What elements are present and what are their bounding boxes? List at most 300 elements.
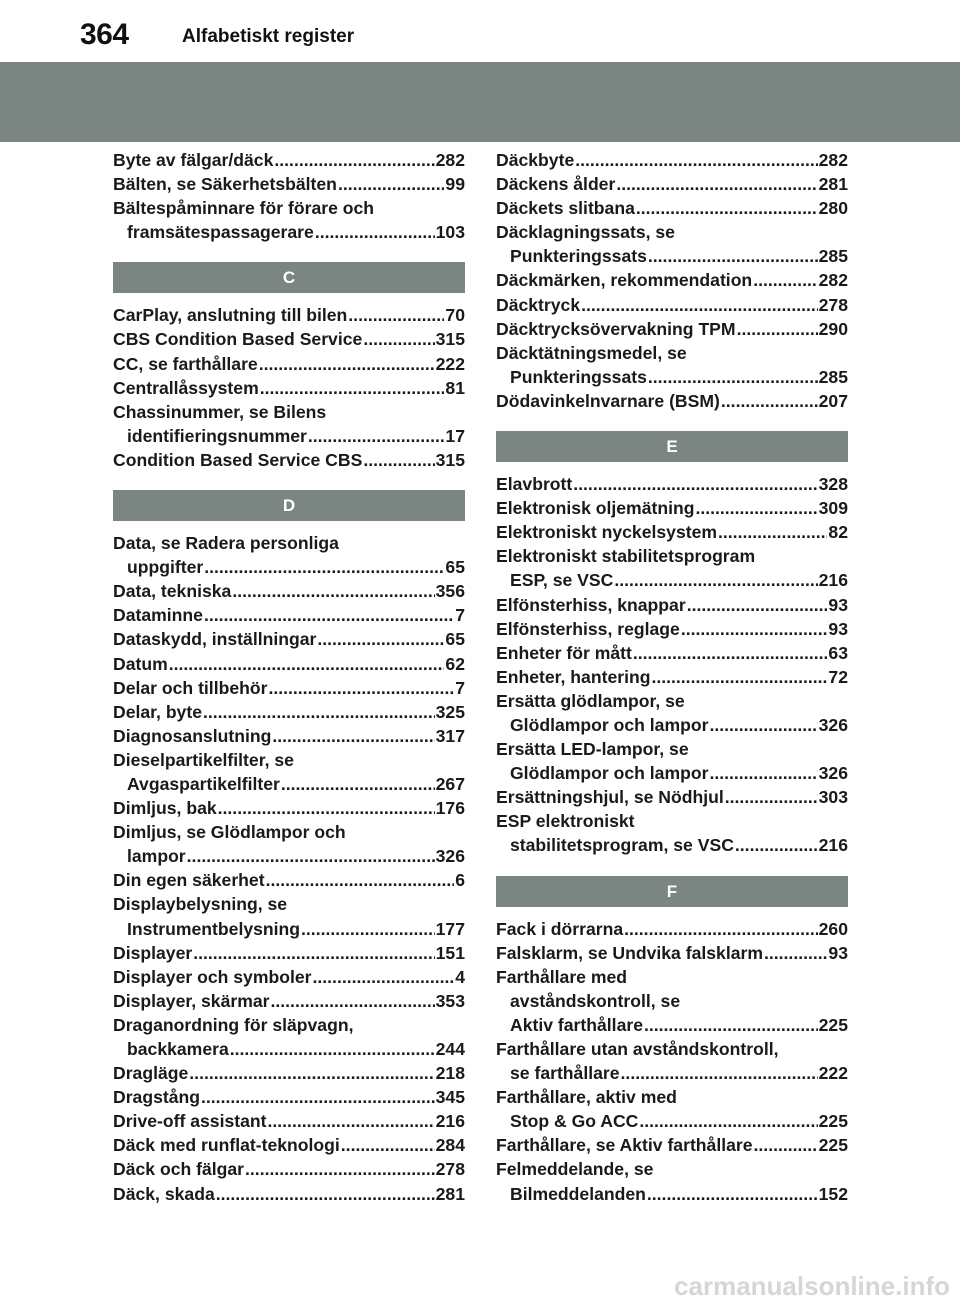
index-entry-line [113, 820, 465, 844]
index-entry-line [113, 327, 465, 351]
index-entry-text: Displayer och symboler [113, 966, 312, 987]
index-page-number: 216 [435, 1111, 465, 1132]
index-entry-line [496, 148, 848, 172]
index-entry-text: Aktiv farthållare [510, 1014, 643, 1035]
index-entry-text: Däckets slitbana [496, 198, 635, 219]
index-entry-line [113, 424, 465, 448]
dot-leader [718, 520, 827, 544]
index-page-number: 260 [818, 918, 848, 939]
index-entry-line [496, 317, 848, 341]
index-page-number: 216 [818, 835, 848, 856]
index-entry-text: Condition Based Service CBS [113, 449, 363, 470]
index-entry-line [496, 689, 848, 713]
index-entry [496, 689, 848, 737]
index-entry-text: stabilitetsprogram, se VSC [510, 835, 734, 856]
index-entry [113, 196, 465, 244]
section-header-f: F [496, 876, 848, 907]
index-entry [496, 665, 848, 689]
index-entry-text: Enheter för mått [496, 642, 632, 663]
index-entry-text: Dödavinkelnvarnare (BSM) [496, 390, 720, 411]
index-entry-line [496, 1061, 848, 1085]
dot-leader [709, 761, 817, 785]
index-page-number: 315 [435, 449, 465, 470]
index-entry-line [496, 1037, 848, 1061]
index-entry-text: Chassinummer, se Bilens [113, 401, 327, 422]
index-page-number: 267 [435, 773, 465, 794]
index-entry-line [496, 172, 848, 196]
index-entry [113, 652, 465, 676]
entry-group [113, 148, 465, 244]
index-entry-text: Bältespåminnare för förare och [113, 198, 375, 219]
index-entry-line [496, 641, 848, 665]
index-entry-text: Data, se Radera personliga [113, 533, 339, 554]
dot-leader [313, 965, 455, 989]
index-entry-line [496, 917, 848, 941]
index-page-number: 356 [435, 581, 465, 602]
index-page-number: 103 [435, 222, 465, 243]
index-entry-text: Instrumentbelysning [127, 918, 301, 939]
index-entry-text: Däckens ålder [496, 174, 616, 195]
index-entry-text: Dieselpartikelfilter, se [113, 749, 294, 770]
index-entry-text: uppgifter [127, 557, 204, 578]
watermark: carmanualsonline.info [674, 1271, 950, 1301]
index-page-number: 285 [818, 366, 848, 387]
index-entry [113, 1133, 465, 1157]
index-entry [496, 544, 848, 592]
index-entry-text: Enheter, hantering [496, 666, 651, 687]
entry-group [496, 472, 848, 858]
index-column-right [496, 148, 848, 1206]
index-entry-text: Däckmärken, rekommendation [496, 270, 753, 291]
dot-leader [644, 1013, 818, 1037]
index-entry-text: Avgaspartikelfilter [127, 773, 280, 794]
index-page-number: 326 [818, 763, 848, 784]
entry-group [496, 917, 848, 1206]
index-entry-text: lampor [127, 846, 186, 867]
index-entry-text: Farthållare, se Aktiv farthållare [496, 1135, 753, 1156]
index-page-number: 177 [435, 918, 465, 939]
index-entry [496, 917, 848, 941]
index-entry-line [113, 1157, 465, 1181]
index-entry [113, 579, 465, 603]
dot-leader [624, 917, 818, 941]
index-entry [113, 172, 465, 196]
index-entry-line [113, 352, 465, 376]
index-entry-text: Punkteringssats [510, 366, 647, 387]
index-entry [496, 1133, 848, 1157]
index-page-number: 225 [818, 1014, 848, 1035]
index-entry-text: Stop & Go ACC [510, 1111, 639, 1132]
index-entry-line [113, 376, 465, 400]
index-entry [496, 785, 848, 809]
page-header [0, 0, 960, 62]
dot-leader [764, 941, 827, 965]
index-page-number: 326 [818, 714, 848, 735]
index-entry [496, 172, 848, 196]
dot-leader [621, 1061, 818, 1085]
index-entry-line [496, 544, 848, 568]
index-page-number: 328 [818, 474, 848, 495]
entry-group [113, 303, 465, 472]
dot-leader [189, 1061, 434, 1085]
dot-leader [169, 652, 445, 676]
index-page-number: 93 [828, 618, 848, 639]
dot-leader [737, 317, 818, 341]
index-entry-text: Däcktrycksövervakning TPM [496, 318, 736, 339]
index-entry-line [113, 917, 465, 941]
index-entry [496, 268, 848, 292]
entry-group [496, 148, 848, 413]
index-page-number: 62 [445, 653, 465, 674]
index-entry-text: CC, se farthållare [113, 353, 258, 374]
index-entry-line [496, 809, 848, 833]
index-entry-text: backkamera [127, 1039, 229, 1059]
index-page-number: 282 [818, 270, 848, 291]
index-entry-line [113, 844, 465, 868]
index-entry-text: Glödlampor och lampor [510, 763, 709, 784]
index-entry-text: CarPlay, anslutning till bilen [113, 305, 348, 326]
dot-leader [575, 148, 817, 172]
index-entry-text: Däcktätningsmedel, se [496, 342, 687, 363]
dot-leader [260, 376, 445, 400]
index-entry-line [496, 196, 848, 220]
dot-leader [203, 700, 435, 724]
dot-leader [363, 327, 434, 351]
index-column-left [113, 148, 465, 1206]
index-entry-text: Glödlampor och lampor [510, 714, 709, 735]
index-entry [113, 1085, 465, 1109]
index-page-number: 63 [828, 642, 848, 663]
dot-leader [648, 365, 818, 389]
index-entry-line [113, 676, 465, 700]
index-entry-line [113, 627, 465, 651]
dot-leader [187, 844, 435, 868]
index-entry [113, 820, 465, 868]
index-entry-line [113, 941, 465, 965]
index-entry [496, 293, 848, 317]
index-page-number: 222 [818, 1063, 848, 1084]
index-entry-line [496, 268, 848, 292]
index-entry-line [113, 303, 465, 327]
index-entry-line [496, 593, 848, 617]
index-entry-text: Ersätta glödlampor, se [496, 690, 685, 711]
index-entry-line [496, 785, 848, 809]
index-entry-line [113, 1061, 465, 1085]
index-entry-line [113, 579, 465, 603]
dot-leader [681, 617, 828, 641]
index-page-number: 281 [435, 1183, 465, 1204]
index-entry [113, 724, 465, 748]
dot-leader [271, 989, 435, 1013]
index-entry-line [113, 796, 465, 820]
index-page-number: 315 [435, 329, 465, 350]
index-entry-line [496, 941, 848, 965]
index-entry-text: Däck och fälgar [113, 1159, 245, 1180]
index-entry-text: Elfönsterhiss, reglage [496, 618, 680, 639]
index-entry [113, 1061, 465, 1085]
index-entry [113, 941, 465, 965]
index-page-number: 282 [818, 150, 848, 170]
index-entry-line [496, 737, 848, 761]
index-page-number: 81 [445, 377, 465, 398]
index-entry-text: ESP, se VSC [510, 570, 614, 591]
dot-leader [695, 496, 817, 520]
index-entry-line [113, 965, 465, 989]
index-entry-line [113, 555, 465, 579]
index-entry-text: Bilmeddelanden [510, 1183, 646, 1204]
dot-leader [348, 303, 444, 327]
index-entry-text: Elavbrott [496, 474, 573, 495]
dot-leader [725, 785, 818, 809]
dot-leader [363, 448, 434, 472]
index-entry-text: Dragstång [113, 1087, 201, 1108]
index-entry [113, 448, 465, 472]
index-entry-text: Delar och tillbehör [113, 677, 268, 698]
index-entry [113, 627, 465, 651]
index-entry [113, 989, 465, 1013]
index-entry-line [496, 965, 848, 989]
index-page-number: 244 [435, 1039, 465, 1059]
index-entry-text: Ersätta LED-lampor, se [496, 739, 689, 760]
index-entry [496, 617, 848, 641]
index-entry-line [496, 617, 848, 641]
index-entry [496, 341, 848, 389]
index-entry [496, 593, 848, 617]
index-page-number: 72 [828, 666, 848, 687]
index-entry-line [496, 244, 848, 268]
index-entry-text: Displayer, skärmar [113, 990, 270, 1011]
section-header-c: C [113, 262, 465, 293]
index-entry-text: Däck med runflat-teknologi [113, 1135, 340, 1156]
index-entry-text: Farthållare med [496, 966, 628, 987]
index-page-number: 325 [435, 701, 465, 722]
index-entry-text: Ersättningshjul, se Nödhjul [496, 787, 724, 808]
index-entry [496, 1037, 848, 1085]
index-entry-line [496, 833, 848, 857]
dot-leader [639, 1109, 817, 1133]
index-entry-line [496, 761, 848, 785]
index-entry [113, 603, 465, 627]
index-entry [496, 641, 848, 665]
index-entry-line [496, 365, 848, 389]
index-page-number: 309 [818, 498, 848, 519]
index-entry-line [113, 1133, 465, 1157]
header-title: Alfabetiskt register [182, 26, 355, 47]
dot-leader [218, 796, 435, 820]
index-entry-line [113, 448, 465, 472]
entry-group [113, 531, 465, 1206]
index-entry-line [496, 496, 848, 520]
index-page-number: 216 [818, 570, 848, 591]
index-page-number: 152 [818, 1183, 848, 1204]
index-entry [496, 317, 848, 341]
index-entry-text: Dragläge [113, 1063, 189, 1084]
dot-leader [281, 772, 435, 796]
index-entry-line [496, 568, 848, 592]
dot-leader [204, 603, 454, 627]
index-page-number: 303 [818, 787, 848, 808]
dot-leader [651, 665, 827, 689]
index-page-number: 65 [445, 629, 465, 650]
page-number: 364 [80, 18, 129, 51]
dot-leader [647, 1182, 818, 1206]
index-entry [496, 965, 848, 1037]
index-page-number: 345 [435, 1087, 465, 1108]
index-page-number: 82 [828, 522, 848, 543]
index-entry [113, 700, 465, 724]
index-entry-line [113, 1085, 465, 1109]
index-entry-line [496, 472, 848, 496]
index-entry-text: identifieringsnummer [127, 425, 307, 446]
index-entry-line [113, 868, 465, 892]
index-entry-text: Punkteringssats [510, 246, 647, 267]
index-entry-line [113, 148, 465, 172]
index-entry-line [113, 748, 465, 772]
index-entry-line [113, 531, 465, 555]
index-entry-text: Farthållare utan avståndskontroll, [496, 1039, 779, 1059]
index-entry-line [113, 892, 465, 916]
index-entry-line [113, 652, 465, 676]
index-page-number: 151 [435, 942, 465, 963]
dot-leader [614, 568, 817, 592]
index-page-number: 222 [435, 353, 465, 374]
index-entry-line [113, 989, 465, 1013]
index-entry [113, 148, 465, 172]
dot-leader [315, 220, 435, 244]
dot-leader [259, 352, 435, 376]
index-entry-line [113, 172, 465, 196]
index-entry-text: Däcklagningssats, se [496, 222, 675, 243]
index-page-number: 290 [818, 318, 848, 339]
index-page-number: 93 [828, 594, 848, 615]
dot-leader [338, 172, 444, 196]
index-entry [113, 892, 465, 940]
index-entry-line [113, 603, 465, 627]
index-entry-line [113, 1182, 465, 1206]
index-entry-line [496, 220, 848, 244]
dot-leader [201, 1085, 435, 1109]
index-entry-text: Falsklarm, se Undvika falsklarm [496, 942, 763, 963]
dot-leader [317, 627, 444, 651]
dot-leader [272, 724, 434, 748]
index-entry-text: Elektroniskt nyckelsystem [496, 522, 718, 543]
dot-leader [721, 389, 818, 413]
index-entry-line [113, 400, 465, 424]
dot-leader [204, 555, 444, 579]
index-entry [113, 303, 465, 327]
index-entry-text: Data, tekniska [113, 581, 232, 602]
index-page-number: 176 [435, 798, 465, 819]
index-entry-text: Fack i dörrarna [496, 918, 624, 939]
index-entry [496, 1157, 848, 1205]
index-entry-line [496, 293, 848, 317]
dot-leader [230, 1037, 435, 1061]
index-entry [113, 748, 465, 796]
dot-leader [648, 244, 818, 268]
index-entry-text: Displayer [113, 942, 193, 963]
index-page-number: 285 [818, 246, 848, 267]
index-entry [113, 1182, 465, 1206]
dot-leader [232, 579, 434, 603]
index-entry-line [113, 1013, 465, 1037]
index-entry [113, 352, 465, 376]
index-page-number: 326 [435, 846, 465, 867]
index-entry-line [496, 1182, 848, 1206]
index-page-number: 225 [818, 1135, 848, 1156]
index-entry-text: Elektronisk oljemätning [496, 498, 695, 519]
dot-leader [616, 172, 817, 196]
dot-leader [216, 1182, 435, 1206]
index-entry-text: Däck, skada [113, 1183, 215, 1204]
index-entry [113, 965, 465, 989]
index-entry [113, 676, 465, 700]
section-header-e: E [496, 431, 848, 462]
dot-leader [735, 833, 818, 857]
index-entry [113, 400, 465, 448]
index-entry [496, 472, 848, 496]
dot-leader [709, 713, 817, 737]
index-page-number: 281 [818, 174, 848, 195]
index-entry [113, 327, 465, 351]
index-entry-text: Dataminne [113, 605, 203, 626]
index-entry-line [496, 1109, 848, 1133]
index-page-number: 218 [435, 1063, 465, 1084]
dot-leader [633, 641, 828, 665]
index-entry-text: framsätespassagerare [127, 222, 314, 243]
index-entry-text: avståndskontroll, se [510, 990, 681, 1011]
index-entry-text: Draganordning för släpvagn, [113, 1014, 354, 1035]
dot-leader [301, 917, 435, 941]
index-entry [496, 389, 848, 413]
index-entry-text: Datum [113, 653, 168, 674]
index-page-number: 278 [818, 294, 848, 315]
dot-leader [245, 1157, 435, 1181]
index-entry-text: Dimljus, se Glödlampor och [113, 822, 346, 843]
dot-leader [581, 293, 818, 317]
index-entry-line [496, 1157, 848, 1181]
index-page-number: 7 [455, 677, 465, 698]
section-header-d: D [113, 490, 465, 521]
index-entry-line [496, 389, 848, 413]
dot-leader [266, 868, 455, 892]
index-entry-text: Delar, byte [113, 701, 202, 722]
index-entry-text: Din egen säkerhet [113, 870, 265, 891]
index-entry [113, 1013, 465, 1061]
index-page-number: 99 [445, 174, 465, 195]
index-entry [496, 737, 848, 785]
dot-leader [753, 268, 817, 292]
index-entry [496, 1085, 848, 1133]
index-entry-text: CBS Condition Based Service [113, 329, 363, 350]
index-entry-text: Diagnosanslutning [113, 725, 272, 746]
index-page-number: 17 [445, 425, 465, 446]
index-entry-line [496, 341, 848, 365]
index-page-number: 6 [455, 870, 465, 891]
index-entry-line [113, 724, 465, 748]
dot-leader [193, 941, 434, 965]
index-entry-line [496, 520, 848, 544]
index-entry [113, 1157, 465, 1181]
index-page-number: 282 [435, 150, 465, 170]
index-entry-text: se farthållare [510, 1063, 620, 1084]
index-entry [496, 496, 848, 520]
dot-leader [268, 1109, 435, 1133]
dot-leader [308, 424, 445, 448]
index-page-number: 65 [445, 557, 465, 578]
dot-leader [636, 196, 818, 220]
index-entry-text: Däckbyte [496, 150, 575, 170]
index-page-number: 7 [455, 605, 465, 626]
